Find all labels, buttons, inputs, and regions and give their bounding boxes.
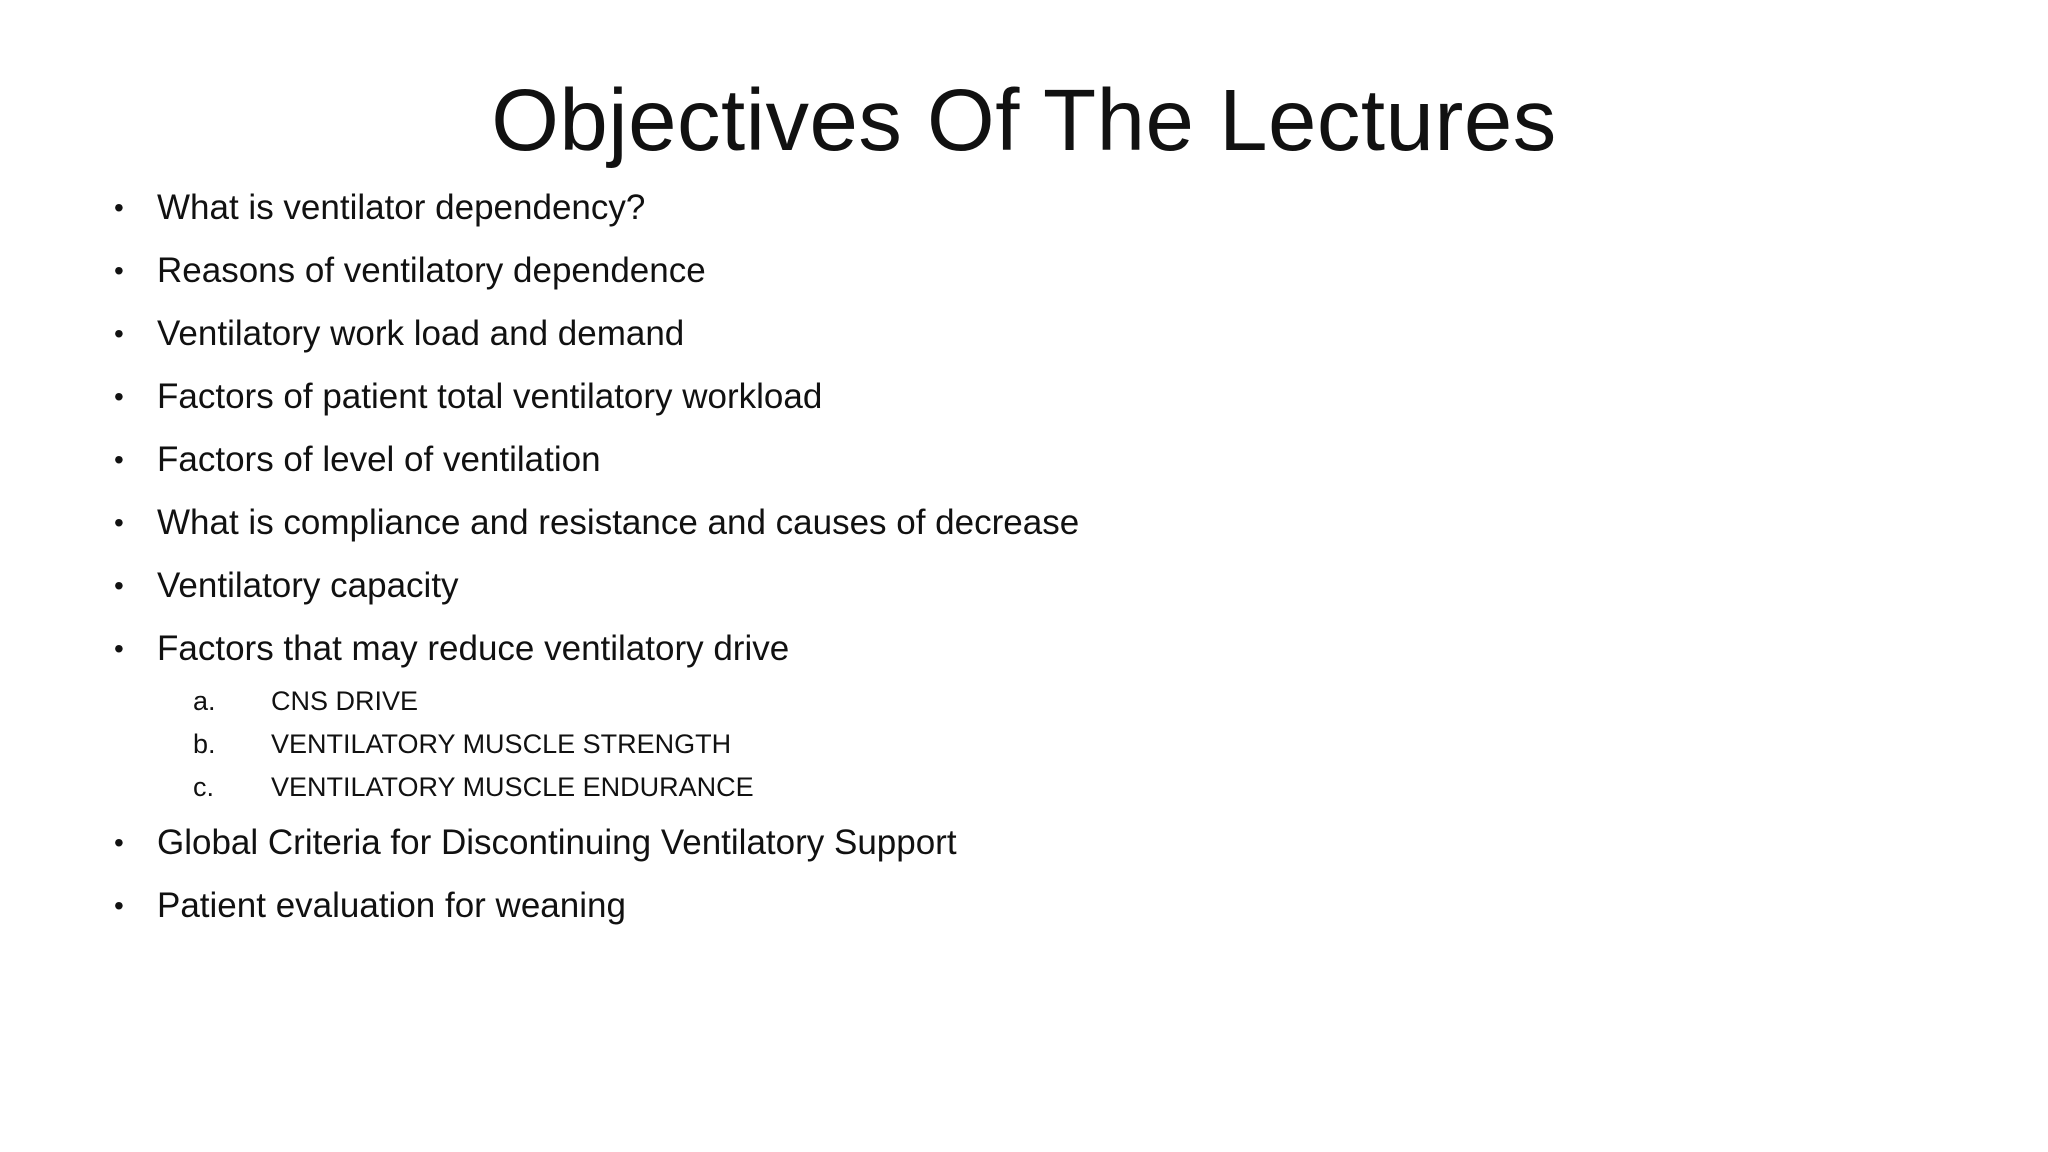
sublist-item-text: CNS DRIVE: [271, 686, 419, 716]
list-item-text: Patient evaluation for weaning: [157, 886, 626, 925]
objectives-list: [114, 184, 1964, 945]
list-item: [114, 310, 1964, 358]
list-item-text: Factors of patient total ventilatory workload: [157, 377, 823, 416]
list-item: [114, 184, 1964, 232]
bullet-icon: •: [114, 444, 124, 475]
list-item: [114, 373, 1964, 421]
sublist-marker: c.: [193, 772, 215, 802]
bullet-icon: •: [114, 827, 124, 858]
sublist-item: [114, 680, 1964, 723]
list-item: [114, 247, 1964, 295]
sublist-container: [114, 680, 1964, 809]
list-item: [114, 562, 1964, 610]
list-item: [114, 436, 1964, 484]
bullet-icon: •: [114, 633, 124, 664]
list-item-text: What is compliance and resistance and causes of decrease: [157, 503, 1080, 542]
sublist: [114, 680, 1964, 809]
bullet-icon: •: [114, 570, 124, 601]
sublist-marker: b.: [193, 729, 216, 759]
bullet-icon: •: [114, 507, 124, 538]
sublist-item-text: VENTILATORY MUSCLE ENDURANCE: [271, 772, 754, 802]
list-item-text: Reasons of ventilatory dependence: [157, 251, 706, 290]
sublist-item: [114, 766, 1964, 809]
slide-title: Objectives Of The Lectures: [491, 72, 1557, 169]
list-item: [114, 499, 1964, 547]
list-item-text: What is ventilator dependency?: [157, 188, 646, 227]
list-item-text: Ventilatory work load and demand: [157, 314, 685, 353]
list-item-text: Factors that may reduce ventilatory drive: [157, 629, 790, 668]
bullet-icon: •: [114, 192, 124, 223]
list-item-text: Ventilatory capacity: [157, 566, 459, 605]
bullet-icon: •: [114, 318, 124, 349]
list-item: [114, 882, 1964, 930]
list-item: [114, 819, 1964, 867]
list-item-text: Factors of level of ventilation: [157, 440, 601, 479]
bullet-icon: •: [114, 255, 124, 286]
list-item: [114, 625, 1964, 673]
list-item-text: Global Criteria for Discontinuing Ventilatory Support: [157, 823, 957, 862]
bullet-icon: •: [114, 890, 124, 921]
sublist-marker: a.: [193, 686, 216, 716]
sublist-item: [114, 723, 1964, 766]
bullet-icon: •: [114, 381, 124, 412]
sublist-item-text: VENTILATORY MUSCLE STRENGTH: [271, 729, 732, 759]
